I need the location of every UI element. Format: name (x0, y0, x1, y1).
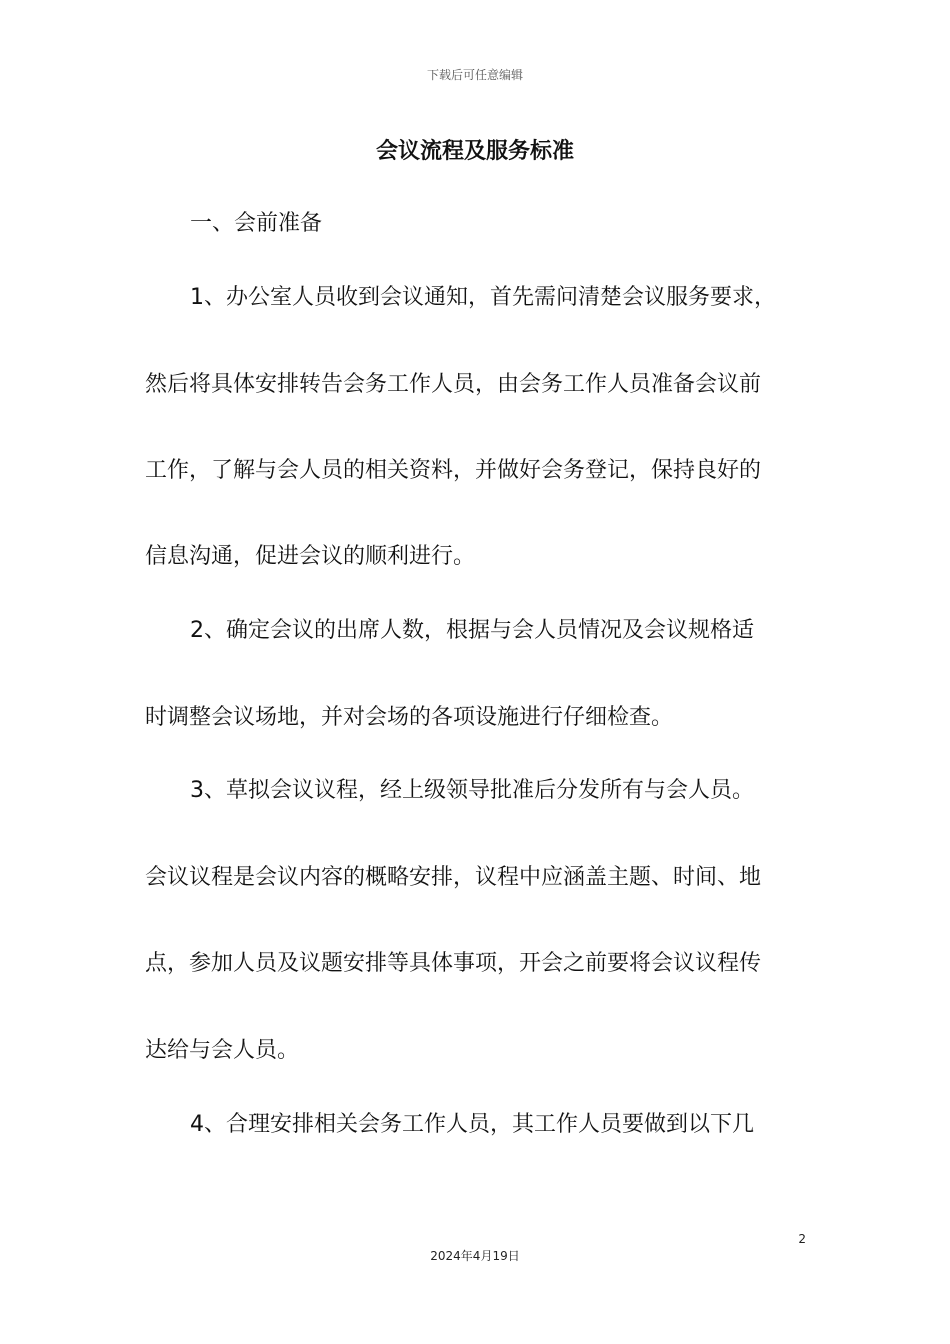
paragraph-line: 时调整会议场地，并对会场的各项设施进行仔细检查。 (145, 705, 674, 730)
paragraph-line: 会议议程是会议内容的概略安排，议程中应涵盖主题、时间、地 (145, 865, 762, 890)
paragraph-line: 信息沟通，促进会议的顺利进行。 (145, 544, 476, 569)
page-header: 下载后可任意编辑 (426, 68, 523, 82)
paragraph-line: 4、合理安排相关会务工作人员，其工作人员要做到以下几 (190, 1112, 754, 1137)
paragraph-line: 工作，了解与会人员的相关资料，并做好会务登记，保持良好的 (145, 458, 762, 483)
paragraph-line: 点，参加人员及议题安排等具体事项，开会之前要将会议议程传 (145, 951, 762, 976)
paragraph-line: 达给与会人员。 (145, 1038, 300, 1063)
paragraph-line: 然后将具体安排转告会务工作人员，由会务工作人员准备会议前 (145, 372, 762, 397)
paragraph-line: 2、确定会议的出席人数，根据与会人员情况及会议规格适 (190, 618, 754, 643)
document-title: 会议流程及服务标准 (375, 139, 574, 164)
page-number: 2 (798, 1232, 806, 1246)
footer-date: 2024年4月19日 (430, 1249, 520, 1263)
paragraph-line: 3、草拟会议议程，经上级领导批准后分发所有与会人员。 (190, 778, 754, 803)
paragraph-line: 1、办公室人员收到会议通知，首先需问清楚会议服务要求， (190, 285, 776, 310)
section-heading: 一、会前准备 (190, 211, 323, 236)
